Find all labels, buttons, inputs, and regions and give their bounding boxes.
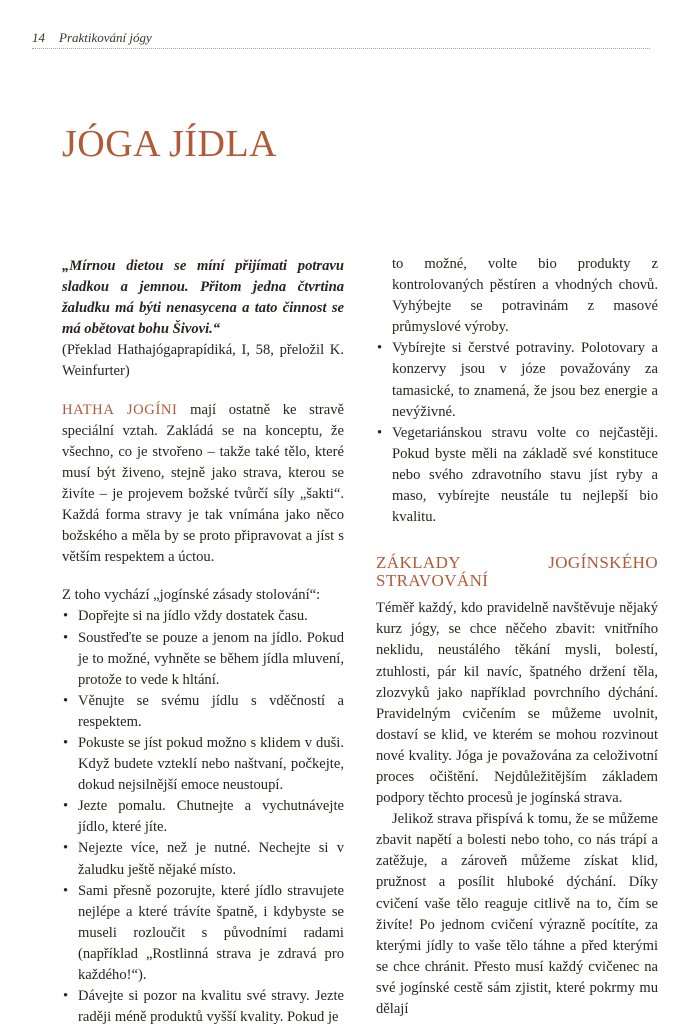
lead-term: HATHA JOGÍNI: [62, 401, 178, 418]
list-item: • Sami přesně pozorujte, které jídlo stravujete nejlépe a které trávíte špatně, i kdybyste se museli rozloučit s původními radami (například „Rostlinná strava je zdravá pro každého!“).: [62, 881, 344, 986]
list-item: • Dopřejte si na jídlo vždy dostatek času.: [62, 606, 344, 627]
page-number: 14: [32, 30, 45, 45]
list-item: • Vegetariánskou stravu volte co nejčastěji. Pokud byste měli na základě své konstituce nebo svého zdravotního stavu jíst ryby a maso, vybírejte neustále tu nejlepší bio kvalitu.: [376, 423, 658, 528]
list-item: • Věnujte se svému jídlu s vděčností a respektem.: [62, 691, 344, 733]
running-header: [32, 30, 650, 49]
list-intro: Z toho vychází „jogínské zásady stolování“:: [62, 587, 321, 604]
list-item: • Vybírejte si čerstvé potraviny. Polotovary a konzervy jsou v józe považovány za tamasické, to znamená, že jsou bez energie a nevýživné.: [376, 338, 658, 422]
dining-rules-list: [62, 606, 344, 1028]
intro-text: mají ostatně ke stravě speciální vztah. Zakládá se na konceptu, že všechno, co je stvořeno – takže také tělo, které musí být živeno, stejně jako strava, kterou se živíte – je projevem božské tvůrčí síly „šakti“. Každá forma stravy je tak vnímána jako něco božského a měla by se proto připravovat a jíst s větším respektem a úctou.: [62, 401, 344, 566]
body-paragraph: Téměř každý, kdo pravidelně navštěvuje nějaký kurz jógy, se chce něčeho zbavit: vnitřního neklidu, neustálého těkání mysli, bolestí, ztuhlosti, pár kil navíc, špatného držení těla, zlozvyků jako například povrchního dýchání. Pravidelným cvičením se můžeme uvolnit, dostaví se klid, ve kterém se mohou rozvinout nové kvality. Jóga je považována za celoživotní proces očištění. Nejdůležitějším základem podpory těchto procesů je jogínská strava.: [376, 600, 658, 807]
left-column: [62, 256, 344, 1028]
list-item: • Jezte pomalu. Chutnejte a vychutnávejte jídlo, které jíte.: [62, 796, 344, 838]
list-continuation: to možné, volte bio produkty z kontrolovaných pěstíren a vhodných chovů. Vyhýbejte se potravinám z masové průmyslové výroby.: [392, 256, 658, 336]
list-item: • Pokuste se jíst pokud možno s klidem v duši. Když budete vzteklí nebo naštvaní, počkejte, dokud nejsilnější emoce neustoupí.: [62, 733, 344, 796]
list-item: • Soustřeďte se pouze a jenom na jídlo. Pokud je to možné, vyhněte se během jídla mluvení, protože to vede k hltání.: [62, 628, 344, 691]
running-title: Praktikování jógy: [59, 30, 152, 45]
quote-source: (Překlad Hathajógaprapídiká, I, 58, přeložil K. Weinfurter): [62, 342, 344, 380]
right-column: [376, 254, 658, 1020]
epigraph-quote: „Mírnou dietou se míní přijímati potravu sladkou a jemnou. Přitom jedna čtvrtina žaludku má býti nenasycena a tato činnost se má obětovat bohu Šivovi.“: [62, 258, 344, 338]
list-item: • Dávejte si pozor na kvalitu své stravy. Jezte raději méně produktů vyšší kvality. Pokud je: [62, 986, 344, 1028]
dining-rules-list-continued: [376, 338, 658, 528]
intro-paragraph: [62, 400, 344, 569]
section-heading: ZÁKLADY JOGÍNSKÉHO STRAVOVÁNÍ: [376, 553, 658, 591]
body-paragraph: Jelikož strava přispívá k tomu, že se můžeme zbavit napětí a bolesti nebo toho, co nás trápí a zatěžuje, a zároveň můžeme získat klid, pružnost a posílit hluboké dýchání. Díky cvičení vaše tělo reaguje citlivě na to, čím se živíte! Po jednom cvičení výrazně pocítíte, za kterými jídly to vaše tělo táhne a před kterými se chce chránit. Přesto musí každý cvičenec na své jogínské cestě sám zjistit, které pokrmy mu dělají: [376, 811, 658, 1017]
chapter-title: JÓGA JÍDLA: [62, 123, 278, 165]
list-item: • Nejezte více, než je nutné. Nechejte si v žaludku ještě nějaké místo.: [62, 838, 344, 880]
